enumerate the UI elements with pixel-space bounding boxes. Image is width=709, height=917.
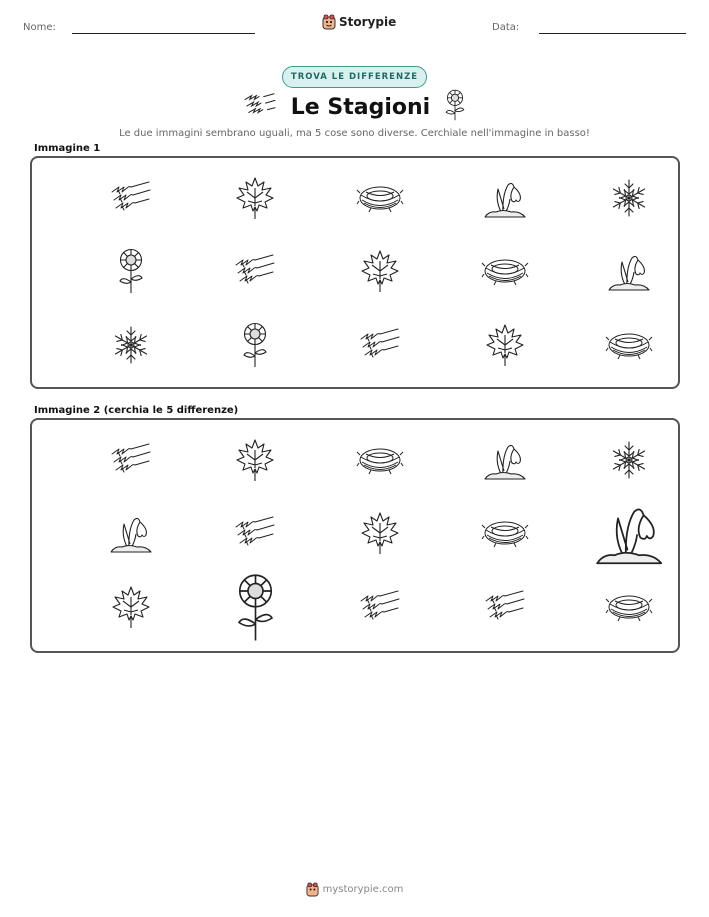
nest-icon	[357, 181, 403, 215]
date-line	[539, 33, 686, 34]
snowdrop-icon	[483, 175, 527, 221]
maple-leaf-icon	[235, 438, 275, 482]
image1-cell-r1-c3	[335, 158, 425, 238]
image2-cell-r1-c5[interactable]	[584, 420, 674, 500]
nest-icon	[357, 443, 403, 477]
sunflower-icon	[444, 89, 466, 125]
image1-cell-r3-c2	[210, 305, 300, 385]
nest-icon	[482, 254, 528, 288]
image2-cell-r2-c1[interactable]	[86, 493, 176, 573]
image1-cell-r3-c4	[460, 305, 550, 385]
maple-leaf-icon	[111, 585, 151, 629]
geese-icon	[358, 587, 402, 627]
maple-leaf-icon	[235, 176, 275, 220]
footer-url: mystorypie.com	[322, 883, 404, 895]
snowflake-icon	[609, 440, 649, 480]
geese-icon	[358, 325, 402, 365]
worksheet-header	[0, 14, 709, 40]
sunflower-icon	[118, 248, 144, 294]
snowdrop-icon	[109, 510, 153, 556]
sunflower-icon	[242, 322, 268, 368]
activity-badge: TROVA LE DIFFERENZE	[282, 66, 427, 88]
image1-cell-r1-c2	[210, 158, 300, 238]
image2-cell-r2-c4[interactable]	[460, 493, 550, 573]
image2-cell-r2-c5[interactable]	[584, 493, 674, 573]
snowdrop-icon	[483, 437, 527, 483]
image1-panel	[30, 156, 680, 389]
date-label: Data:	[492, 22, 520, 33]
geese-icon	[109, 178, 153, 218]
image1-label: Immagine 1	[34, 143, 101, 154]
nest-icon	[482, 516, 528, 550]
geese-icon	[243, 91, 277, 123]
instructions: Le due immagini sembrano uguali, ma 5 cose sono diverse. Cerchiale nell'immagine in basso!	[119, 128, 590, 139]
image2-panel	[30, 418, 680, 653]
geese-icon	[483, 587, 527, 627]
image2-cell-r3-c3[interactable]	[335, 567, 425, 647]
image1-cell-r3-c3	[335, 305, 425, 385]
image1-cell-r2-c1	[86, 231, 176, 311]
image1-cell-r3-c1	[86, 305, 176, 385]
image2-label: Immagine 2 (cerchia le 5 differenze)	[34, 405, 239, 416]
brand-name: Storypie	[339, 15, 397, 29]
maple-leaf-icon	[485, 323, 525, 367]
sunflower-icon	[236, 573, 275, 642]
name-label: Nome:	[23, 22, 56, 33]
image2-cell-r2-c3[interactable]	[335, 493, 425, 573]
geese-icon	[233, 251, 277, 291]
image1-cell-r2-c4	[460, 231, 550, 311]
footer	[0, 880, 709, 898]
image2-cell-r2-c2[interactable]	[210, 493, 300, 573]
nest-icon	[606, 328, 652, 362]
image1-cell-r1-c4	[460, 158, 550, 238]
geese-icon	[109, 440, 153, 480]
image2-cell-r3-c1[interactable]	[86, 567, 176, 647]
image2-cell-r1-c1[interactable]	[86, 420, 176, 500]
page-title: Le Stagioni	[290, 94, 431, 120]
image1-cell-r2-c2	[210, 231, 300, 311]
storypie-mascot-icon	[306, 882, 319, 897]
image1-cell-r1-c5	[584, 158, 674, 238]
maple-leaf-icon	[360, 511, 400, 555]
geese-icon	[233, 513, 277, 553]
image1-cell-r2-c3	[335, 231, 425, 311]
maple-leaf-icon	[360, 249, 400, 293]
image2-cell-r3-c4[interactable]	[460, 567, 550, 647]
image2-cell-r1-c4[interactable]	[460, 420, 550, 500]
nest-icon	[606, 590, 652, 624]
image2-cell-r1-c3[interactable]	[335, 420, 425, 500]
brand-logo	[322, 14, 396, 30]
image2-cell-r3-c5[interactable]	[584, 567, 674, 647]
name-line	[72, 33, 255, 34]
snowdrop-icon	[607, 248, 651, 294]
image1-cell-r1-c1	[86, 158, 176, 238]
title-row	[0, 92, 709, 122]
image2-cell-r1-c2[interactable]	[210, 420, 300, 500]
image1-cell-r3-c5	[584, 305, 674, 385]
image2-cell-r3-c2[interactable]	[210, 567, 300, 647]
image1-cell-r2-c5	[584, 231, 674, 311]
snowflake-icon	[609, 178, 649, 218]
snowdrop-icon	[594, 496, 664, 570]
storypie-mascot-icon	[322, 14, 336, 30]
snowflake-icon	[111, 325, 151, 365]
